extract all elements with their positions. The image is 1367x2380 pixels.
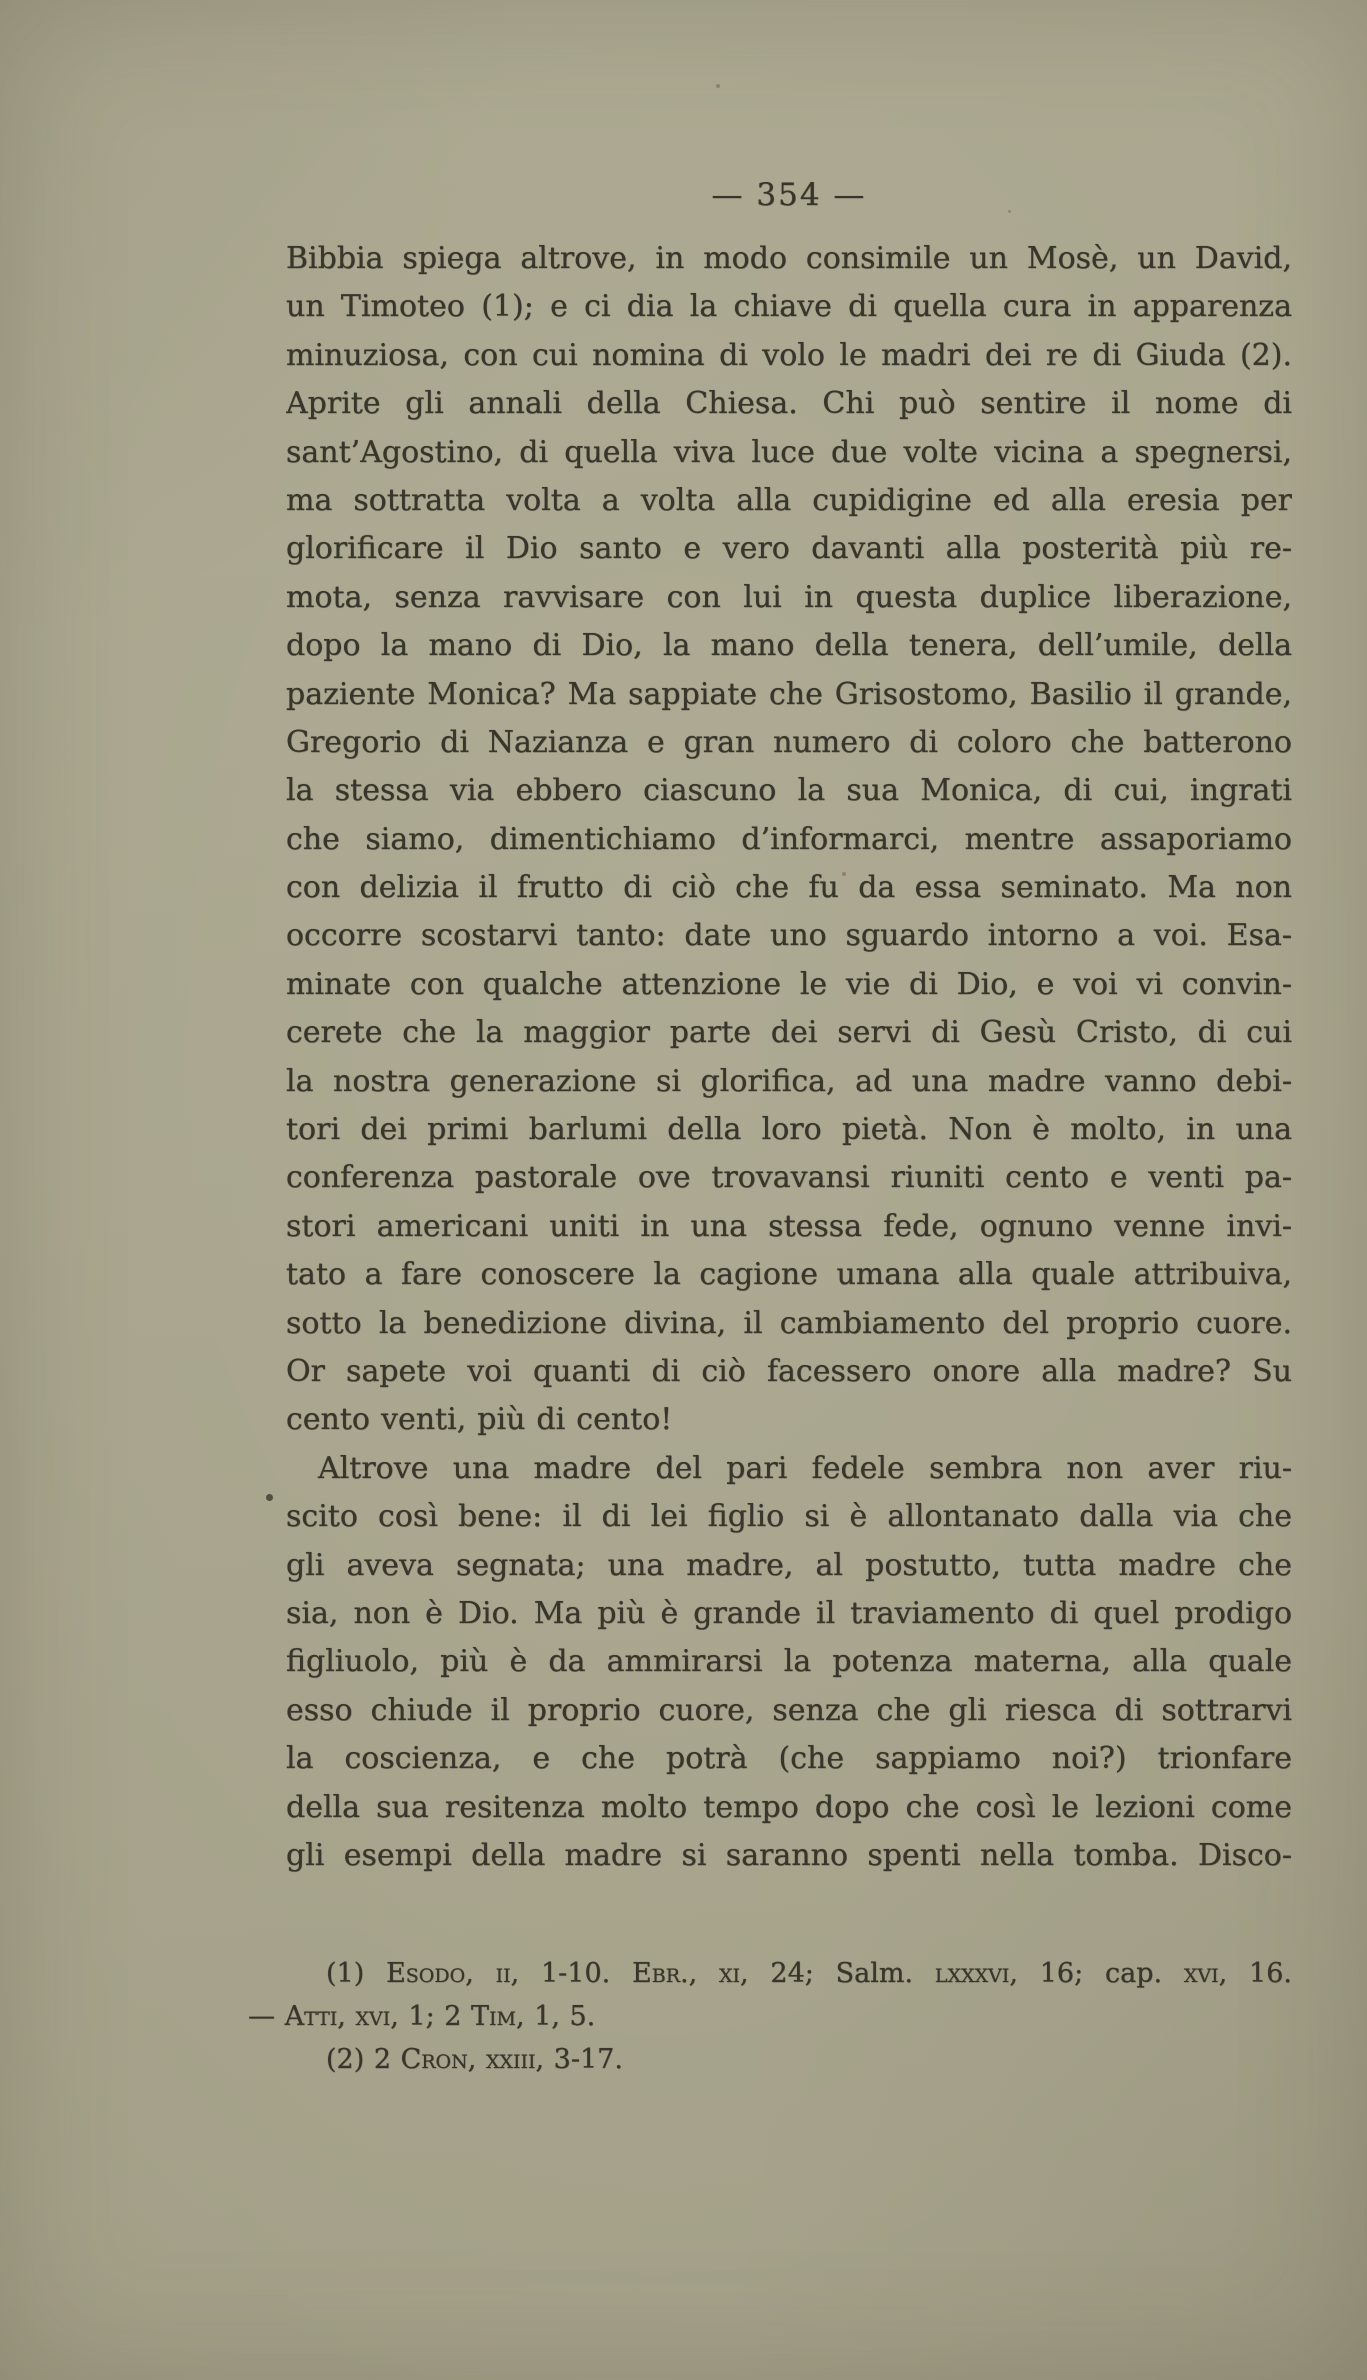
- text-line: cento venti, più di cento!: [286, 1402, 673, 1438]
- footnote-text: ,: [688, 1958, 719, 1989]
- text-line: la nostra generazione si glorifica, ad una madre vanno debi-: [286, 1063, 1292, 1099]
- text-line: [248, 1995, 1292, 2038]
- small-caps-text: xxiii: [485, 2044, 536, 2075]
- text-line: sant’Agostino, di quella viva luce due volte vicina a spegnersi,: [286, 434, 1292, 470]
- text-line: glorificare il Dio santo e vero davanti alla posterità più re-: [286, 531, 1292, 567]
- text-line: conferenza pastorale ove trovavansi riuniti cento e venti pa-: [286, 1160, 1292, 1196]
- footnote-text: ,: [465, 1958, 496, 1989]
- paper-speck: [716, 84, 720, 88]
- text-line: tato a fare conoscere la cagione umana alla quale attribuiva,: [286, 1257, 1292, 1293]
- text-line: [286, 1952, 1292, 1995]
- text-line: ma sottratta volta a volta alla cupidigine ed alla eresia per: [286, 482, 1292, 518]
- small-caps-text: ii: [495, 1958, 511, 1989]
- text-line: Or sapete voi quanti di ciò facessero onore alla madre? Su: [286, 1353, 1292, 1389]
- text-line: Aprite gli annali della Chiesa. Chi può sentire il nome di: [286, 386, 1292, 422]
- footnotes: [248, 1952, 1292, 2081]
- text-line: la coscienza, e che potrà (che sappiamo noi?) trionfare: [286, 1741, 1292, 1777]
- footnote-text: (1): [326, 1958, 387, 1989]
- body-text: [286, 235, 1292, 1880]
- text-line: sia, non è Dio. Ma più è grande il traviamento di quel prodigo: [286, 1595, 1292, 1631]
- text-line: cerete che la maggior parte dei servi di Gesù Cristo, di cui: [286, 1015, 1292, 1051]
- small-caps-text: Tim: [471, 2001, 516, 2032]
- footnote-text: , 1; 2: [390, 2001, 472, 2032]
- paper-speck: [1008, 210, 1011, 213]
- small-caps-text: xvi: [1183, 1958, 1219, 1989]
- small-caps-text: Esodo: [386, 1958, 466, 1989]
- text-line: minate con qualche attenzione le vie di Dio, e voi vi convin-: [286, 966, 1292, 1002]
- footnote-text: —: [248, 2001, 285, 2032]
- footnote-text: , 16.: [1218, 1958, 1292, 1989]
- text-line: stori americani uniti in una stessa fede, ognuno venne invi-: [286, 1208, 1292, 1244]
- small-caps-text: Ebr.: [632, 1958, 689, 1989]
- text-line: sotto la benedizione divina, il cambiamento del proprio cuore.: [286, 1305, 1292, 1341]
- footnote-text: , 1, 5.: [516, 2001, 596, 2032]
- footnote-text: , 3-17.: [535, 2044, 623, 2075]
- text-line: mota, senza ravvisare con lui in questa duplice liberazione,: [286, 579, 1292, 615]
- text-line: minuziosa, con cui nomina di volo le madri dei re di Giuda (2).: [286, 337, 1292, 373]
- small-caps-text: xi: [718, 1958, 741, 1989]
- text-line: [286, 2038, 1292, 2081]
- text-line: paziente Monica? Ma sappiate che Grisostomo, Basilio il grande,: [286, 676, 1292, 712]
- small-caps-text: Cron: [400, 2044, 468, 2075]
- text-line: gli aveva segnata; una madre, al postutto, tutta madre che: [286, 1547, 1292, 1583]
- text-line: la stessa via ebbero ciascuno la sua Monica, di cui, ingrati: [286, 773, 1292, 809]
- footnote-text: ,: [467, 2044, 486, 2075]
- small-caps-text: Atti: [284, 2001, 338, 2032]
- text-line: gli esempi della madre si saranno spenti nella tomba. Disco-: [286, 1837, 1292, 1873]
- paper-speck: [842, 872, 846, 876]
- text-line: dopo la mano di Dio, la mano della tenera, dell’umile, della: [286, 628, 1292, 664]
- paper-speck: [266, 1494, 273, 1501]
- small-caps-text: xvi: [355, 2001, 391, 2032]
- text-line: un Timoteo (1); e ci dia la chiave di quella cura in apparenza: [286, 289, 1292, 325]
- text-line: Altrove una madre del pari fedele sembra non aver riu-: [318, 1450, 1292, 1486]
- text-line: figliuolo, più è da ammirarsi la potenza materna, alla quale: [286, 1644, 1292, 1680]
- text-line: scito così bene: il di lei figlio si è allontanato dalla via che: [286, 1499, 1292, 1535]
- text-line: della sua resitenza molto tempo dopo che così le lezioni come: [286, 1789, 1292, 1825]
- text-line: tori dei primi barlumi della loro pietà. Non è molto, in una: [286, 1112, 1292, 1148]
- text-line: Bibbia spiega altrove, in modo consimile un Mosè, un David,: [286, 241, 1292, 276]
- footnote-text: , 24; Salm.: [740, 1958, 935, 1989]
- text-line: esso chiude il proprio cuore, senza che gli riesca di sottrarvi: [286, 1692, 1292, 1728]
- footnote-text: , 16; cap.: [1009, 1958, 1184, 1989]
- footnote-text: ,: [337, 2001, 356, 2032]
- footnote-text: (2) 2: [326, 2044, 401, 2075]
- page-number: — 354 —: [711, 177, 867, 213]
- text-line: che siamo, dimentichiamo d’informarci, mentre assaporiamo: [286, 821, 1292, 857]
- text-line: occorre scostarvi tanto: date uno sguardo intorno a voi. Esa-: [286, 918, 1292, 954]
- text-line: Gregorio di Nazianza e gran numero di coloro che batterono: [286, 724, 1292, 760]
- small-caps-text: lxxxvi: [934, 1958, 1010, 1989]
- footnote-text: , 1-10.: [510, 1958, 633, 1989]
- text-line: con delizia il frutto di ciò che fu da essa seminato. Ma non: [286, 870, 1292, 906]
